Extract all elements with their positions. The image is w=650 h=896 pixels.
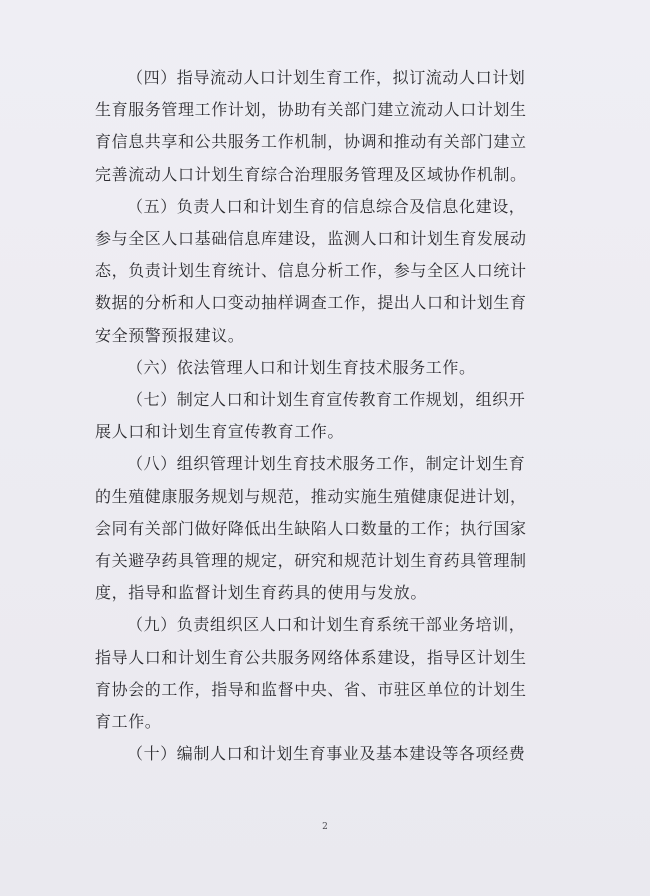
paragraph-10 — [95, 738, 557, 770]
paragraph-8 — [95, 448, 557, 609]
text-line: （九）负责组织区人口和计划生育系统干部业务培训， — [127, 615, 526, 635]
text-line: （六）依法管理人口和计划生育技术服务工作。 — [127, 357, 476, 377]
text-line: （五）负责人口和计划生育的信息综合及信息化建设， — [127, 196, 526, 216]
text-line: 完善流动人口计划生育综合治理服务管理及区域协作机制。 — [95, 164, 527, 184]
text-line: （十）编制人口和计划生育事业及基本建设等各项经费 — [127, 744, 526, 764]
text-line: 态，负责计划生育统计、信息分析工作，参与全区人口统计 — [95, 261, 527, 281]
text-line: 数据的分析和人口变动抽样调查工作，提出人口和计划生育 — [95, 293, 527, 313]
paragraph-9 — [95, 609, 557, 738]
text-line: （七）制定人口和计划生育宣传教育工作规划，组织开 — [127, 390, 526, 410]
text-line: 参与全区人口基础信息库建设，监测人口和计划生育发展动 — [95, 229, 527, 249]
paragraph-5 — [95, 191, 557, 352]
text-line: 有关避孕药具管理的规定，研究和规范计划生育药具管理制 — [95, 551, 527, 571]
text-line: 度，指导和监督计划生育药具的使用与发放。 — [95, 583, 428, 603]
text-line: 育信息共享和公共服务工作机制，协调和推动有关部门建立 — [95, 132, 527, 152]
document-body — [95, 62, 557, 770]
text-line: 指导人口和计划生育公共服务网络体系建设，指导区计划生 — [95, 647, 527, 667]
text-line: 的生殖健康服务规划与规范，推动实施生殖健康促进计划， — [95, 486, 527, 506]
paragraph-4 — [95, 62, 557, 191]
text-line: （八）组织管理计划生育技术服务工作，制定计划生育 — [127, 454, 526, 474]
paragraph-6 — [95, 352, 557, 384]
text-line: 育协会的工作，指导和监督中央、省、市驻区单位的计划生 — [95, 679, 527, 699]
text-line: 会同有关部门做好降低出生缺陷人口数量的工作；执行国家 — [95, 518, 527, 538]
text-line: 育工作。 — [95, 712, 162, 732]
text-line: 展人口和计划生育宣传教育工作。 — [95, 422, 345, 442]
text-line: 安全预警预报建议。 — [95, 325, 245, 345]
text-line: （四）指导流动人口计划生育工作，拟订流动人口计划 — [127, 68, 526, 87]
paragraph-7 — [95, 384, 557, 448]
text-line: 生育服务管理工作计划，协助有关部门建立流动人口计划生 — [95, 100, 527, 120]
page-number: 2 — [322, 822, 328, 832]
